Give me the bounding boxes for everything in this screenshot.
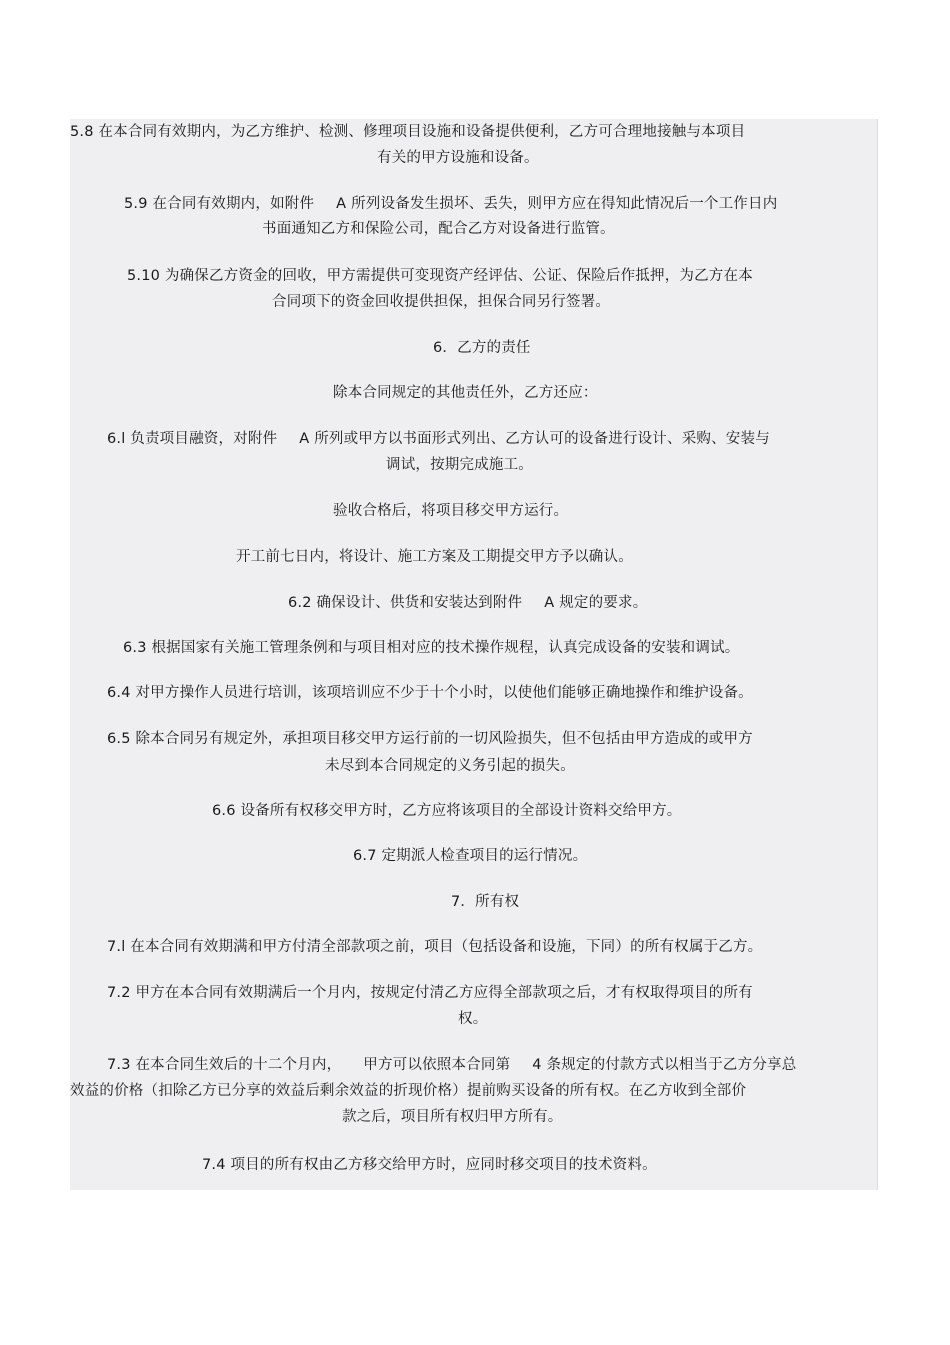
clause-7-2-line-1: 7.2 甲方在本合同有效期满后一个月内，按规定付清乙方应得全部款项之后，才有权取得项目的所有	[107, 985, 753, 1001]
clause-6-5-line-2: 未尽到本合同规定的义务引起的损失。	[325, 758, 575, 774]
clause-7-3-line-3: 款之后，项目所有权归甲方所有。	[342, 1109, 563, 1125]
clause-6-3: 6.3 根据国家有关施工管理条例和与项目相对应的技术操作规程，认真完成设备的安装和调试。	[123, 640, 740, 656]
clause-6-2	[288, 593, 647, 613]
clause-7-3-line-2: 效益的价格（扣除乙方已分享的效益后剩余效益的折现价格）提前购买设备的所有权。在乙方收到全部价	[70, 1083, 747, 1099]
clause-6-1-line-1	[107, 429, 770, 449]
section-7-heading: 7．所有权	[451, 894, 520, 910]
clause-6-1-line-4: 开工前七日内，将设计、施工方案及工期提交甲方予以确认。	[236, 549, 633, 565]
clause-6-1-line-3: 验收合格后，将项目移交甲方运行。	[333, 503, 569, 519]
clause-6-1-text-b: A 所列或甲方以书面形式列出、乙方认可的设备进行设计、采购、安装与	[299, 431, 770, 447]
clause-6-1-line-2: 调试，按期完成施工。	[386, 457, 533, 473]
clause-5-8-line-2: 有关的甲方设施和设备。	[377, 150, 539, 166]
clause-5-9-text-b: A 所列设备发生损坏、丢失，则甲方应在得知此情况后一个工作日内	[336, 196, 778, 212]
section-6-intro: 除本合同规定的其他责任外，乙方还应：	[333, 385, 598, 401]
clause-6-2-text-a: 6.2 确保设计、供货和安装达到附件	[288, 595, 523, 611]
clause-6-7: 6.7 定期派人检查项目的运行情况。	[353, 848, 588, 864]
clause-5-9-line-1	[124, 194, 777, 214]
clause-7-3-line-1	[107, 1055, 796, 1075]
section-6-heading: 6．乙方的责任	[433, 340, 531, 356]
clause-7-3-text-a: 7.3 在本合同生效后的十二个月内，	[107, 1057, 342, 1073]
clause-5-9-line-2: 书面通知乙方和保险公司，配合乙方对设备进行监管。	[262, 221, 615, 237]
clause-7-4: 7.4 项目的所有权由乙方移交给甲方时，应同时移交项目的技术资料。	[202, 1157, 657, 1173]
clause-6-1-text-a: 6.l 负责项目融资，对附件	[107, 431, 278, 447]
clause-6-2-text-b: A 规定的要求。	[544, 595, 648, 611]
clause-6-6: 6.6 设备所有权移交甲方时，乙方应将该项目的全部设计资料交给甲方。	[212, 803, 682, 819]
clause-5-8-line-1: 5.8 在本合同有效期内，为乙方维护、检测、修理项目设施和设备提供便利，乙方可合理地接触与本项目	[70, 124, 746, 140]
clause-6-4: 6.4 对甲方操作人员进行培训，该项培训应不少于十个小时，以使他们能够正确地操作和维护设备。	[107, 685, 753, 701]
clause-7-1: 7.l 在本合同有效期满和甲方付清全部款项之前，项目（包括设备和设施，下同）的所有权属于乙方。	[107, 939, 763, 955]
clause-6-5-line-1: 6.5 除本合同另有规定外，承担项目移交甲方运行前的一切风险损失，但不包括由甲方造成的或甲方	[107, 731, 753, 747]
clause-7-3-text-b: 甲方可以依照本合同第	[363, 1057, 511, 1073]
clause-7-2-line-2: 权。	[458, 1011, 488, 1027]
clause-5-10-line-2: 合同项下的资金回收提供担保，担保合同另行签署。	[272, 294, 611, 310]
clause-5-10-line-1: 5.10 为确保乙方资金的回收，甲方需提供可变现资产经评估、公证、保险后作抵押，为乙方在本	[127, 268, 753, 284]
clause-5-9-text-a: 5.9 在合同有效期内，如附件	[124, 196, 315, 212]
clause-7-3-text-c: 4 条规定的付款方式以相当于乙方分享总	[532, 1057, 797, 1073]
